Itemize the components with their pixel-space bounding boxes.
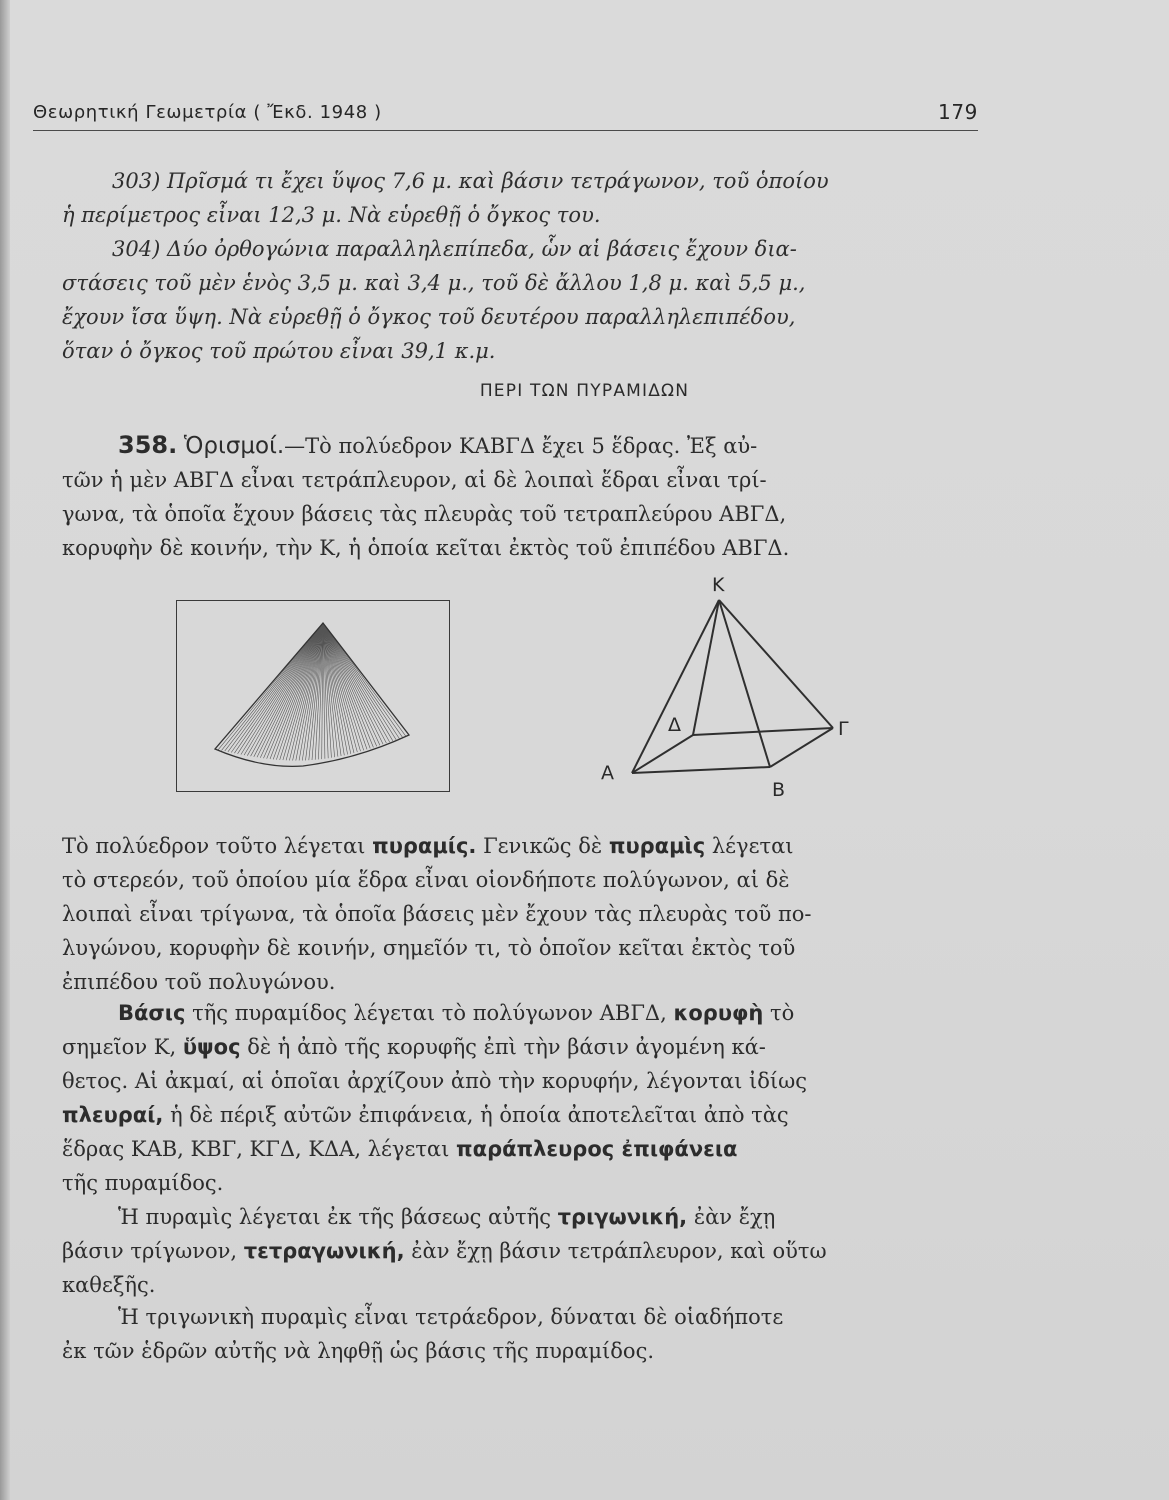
term-basis: Βάσις xyxy=(118,1001,186,1025)
term-trigoniki: τριγωνική, xyxy=(557,1205,688,1229)
edge-BG xyxy=(770,728,833,767)
paragraph-base-apex xyxy=(62,996,984,1200)
edge-KB xyxy=(719,600,770,767)
paragraph-line: γωνα, τὰ ὁποῖα ἔχουν βάσεις τὰς πλευρὰς τοῦ τετραπλεύρου ΑΒΓΔ, xyxy=(62,502,787,526)
label-K: Κ xyxy=(712,575,725,596)
text-span: ἕδρας ΚΑΒ, ΚΒΓ, ΚΓΔ, ΚΔΑ, λέγεται xyxy=(62,1137,457,1161)
paragraph-line: καθεξῆς. xyxy=(62,1273,156,1297)
figure-pyramid xyxy=(595,575,875,805)
exercise-303 xyxy=(62,164,980,232)
paragraph-tetrahedron xyxy=(62,1300,984,1368)
text-span: Γενικῶς δὲ xyxy=(476,834,609,858)
label-A: Α xyxy=(601,762,614,784)
exercise-line: ὅταν ὁ ὄγκος τοῦ πρώτου εἶναι 39,1 κ.μ. xyxy=(62,339,496,363)
paragraph-line: ἐπιπέδου τοῦ πολυγώνου. xyxy=(62,970,336,994)
text-span: βάσιν τρίγωνον, xyxy=(62,1239,244,1263)
text-span: ἡ δὲ πέριξ αὐτῶν ἐπιφάνεια, ἡ ὁποία ἀποτελεῖται ἀπὸ τὰς xyxy=(163,1103,789,1127)
hatch-line xyxy=(225,623,323,751)
term-tetragoniki: τετραγωνική, xyxy=(243,1239,405,1263)
paragraph-number: 358. xyxy=(118,431,178,459)
page-edge-shadow xyxy=(0,0,10,1500)
exercise-line: στάσεις τοῦ μὲν ἑνὸς 3,5 μ. καὶ 3,4 μ., τοῦ δὲ ἄλλου 1,8 μ. καὶ 5,5 μ., xyxy=(62,271,806,295)
header-rule xyxy=(33,130,978,131)
text-span: σημεῖον Κ, xyxy=(62,1035,183,1059)
paragraph-line: θετος. Αἱ ἀκμαί, αἱ ὁποῖαι ἀρχίζουν ἀπὸ τὴν κορυφήν, λέγονται ἰδίως xyxy=(62,1069,807,1093)
pyramid-diagram xyxy=(595,575,875,805)
paragraph-line: τῶν ἡ μὲν ΑΒΓΔ εἶναι τετράπλευρον, αἱ δὲ λοιπαὶ ἕδραι εἶναι τρί- xyxy=(62,468,767,492)
paragraph-358-definitions xyxy=(62,428,984,565)
hatch-line xyxy=(323,623,390,742)
term-plevrai: πλευραί, xyxy=(62,1103,164,1127)
running-header xyxy=(33,98,978,128)
label-D: Δ xyxy=(668,714,681,736)
paragraph-line: λυγώνου, κορυφὴν δὲ κοινήν, σημεῖόν τι, τὸ ὁποῖον κεῖται ἐκτὸς τοῦ xyxy=(62,936,796,960)
paragraph-line xyxy=(62,829,984,863)
term-lateral-surface: παράπλευρος ἐπιφάνεια xyxy=(456,1137,738,1161)
text-span: Τὸ πολύεδρον τοῦτο λέγεται xyxy=(62,834,373,858)
term-ypsos: ὕψος xyxy=(182,1035,241,1059)
hatch-line xyxy=(251,623,323,756)
paragraph-line: τὸ στερεόν, τοῦ ὁποίου μία ἕδρα εἶναι οἱονδήποτε πολύγωνον, αἱ δὲ xyxy=(62,868,790,892)
text-span: δὲ ἡ ἀπὸ τῆς κορυφῆς ἐπὶ τὴν βάσιν ἀγομένη κά- xyxy=(240,1035,766,1059)
paragraph-line xyxy=(62,1030,984,1064)
text-span: τῆς πυραμίδος λέγεται τὸ πολύγωνον ΑΒΓΔ, xyxy=(185,1001,674,1025)
hatch-line xyxy=(222,623,324,750)
edge-KD xyxy=(693,600,719,735)
text-span: Ἡ πυραμὶς λέγεται ἐκ τῆς βάσεως αὐτῆς xyxy=(118,1205,558,1229)
edge-GD xyxy=(693,728,833,735)
paragraph-line xyxy=(62,1234,984,1268)
paragraph-line xyxy=(62,1098,984,1132)
text-span: λέγεται xyxy=(705,834,794,858)
exercise-line: 304) Δύο ὀρθογώνια παραλληλεπίπεδα, ὧν αἱ βάσεις ἔχουν δια- xyxy=(112,237,797,261)
paragraph-line: ἐκ τῶν ἑδρῶν αὐτῆς νὰ ληφθῇ ὡς βάσις τῆς πυραμίδος. xyxy=(62,1339,654,1363)
exercise-line: ἡ περίμετρος εἶναι 12,3 μ. Νὰ εὑρεθῇ ὁ ὄγκος του. xyxy=(62,203,601,227)
paragraph-heading: Ὁρισμοί. xyxy=(183,433,285,459)
edge-AB xyxy=(632,767,770,773)
hatch-line xyxy=(270,623,323,759)
paragraph-line: Ἡ τριγωνικὴ πυραμὶς εἶναι τετράεδρον, δύναται δὲ οἱαδήποτε xyxy=(118,1305,784,1329)
paragraph-pyramid-types xyxy=(62,1200,984,1302)
label-B: Β xyxy=(772,779,786,801)
label-G: Γ xyxy=(838,718,849,740)
paragraph-pyramid-definition xyxy=(62,829,984,999)
figure-cone-box xyxy=(176,600,450,792)
running-title: Θεωρητική Γεωμετρία ( Ἔκδ. 1948 ) xyxy=(33,102,382,123)
paragraph-line xyxy=(62,428,984,463)
paragraph-line: λοιπαὶ εἶναι τρίγωνα, τὰ ὁποῖα βάσεις μὲν ἔχουν τὰς πλευρὰς τοῦ πο- xyxy=(62,902,812,926)
hatch-line xyxy=(323,623,357,752)
hatch-line xyxy=(264,623,324,758)
paragraph-line xyxy=(62,996,984,1030)
paragraph-line xyxy=(62,1132,984,1166)
term-pyramis-2: πυραμὶς xyxy=(608,834,706,858)
hatch-line xyxy=(323,623,377,746)
term-pyramis: πυραμίς. xyxy=(372,834,477,858)
paragraph-line: κορυφὴν δὲ κοινήν, τὴν Κ, ἡ ὁποία κεῖται ἐκτὸς τοῦ ἐπιπέδου ΑΒΓΔ. xyxy=(62,536,790,560)
page-number: 179 xyxy=(938,100,978,124)
paragraph-line xyxy=(62,1200,984,1234)
exercise-line: 303) Πρῖσμά τι ἔχει ὕψος 7,6 μ. καὶ βάσιν τετράγωνον, τοῦ ὁποίου xyxy=(112,169,829,193)
paragraph-line: τῆς πυραμίδος. xyxy=(62,1171,224,1195)
exercise-304 xyxy=(62,232,980,368)
hatch-line xyxy=(254,623,323,757)
exercise-line: ἔχουν ἴσα ὕψη. Νὰ εὑρεθῇ ὁ ὄγκος τοῦ δευτέρου παραλληλεπιπέδου, xyxy=(62,305,796,329)
section-title: ΠΕΡΙ ΤΩΝ ΠΥΡΑΜΙΔΩΝ xyxy=(479,381,690,401)
hatched-pyramid-figure xyxy=(177,601,449,791)
hatch-line xyxy=(323,623,399,739)
text-span: ἐὰν ἔχῃ xyxy=(687,1205,776,1229)
text-span: —Τὸ πολύεδρον ΚΑΒΓΔ ἔχει 5 ἕδρας. Ἐξ αὐ- xyxy=(284,434,758,458)
term-koryfi: κορυφὴ xyxy=(673,1001,764,1025)
text-span: ἐὰν ἔχῃ βάσιν τετράπλευρον, καὶ οὕτω xyxy=(404,1239,827,1263)
edge-KG xyxy=(719,600,833,728)
hatch-line xyxy=(234,623,323,753)
text-span: τὸ xyxy=(763,1001,795,1025)
